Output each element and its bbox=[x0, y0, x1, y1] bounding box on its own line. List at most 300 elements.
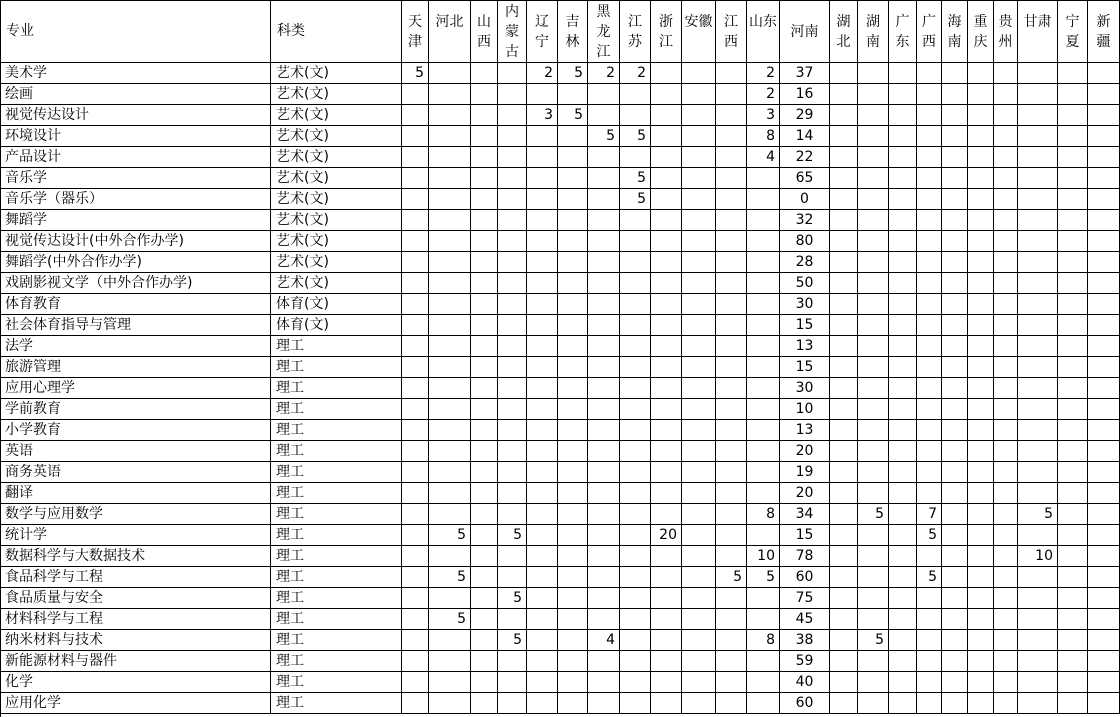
quota-cell bbox=[994, 546, 1018, 567]
row-major: 统计学 bbox=[0, 525, 271, 546]
quota-cell bbox=[682, 567, 716, 588]
quota-cell bbox=[917, 462, 942, 483]
quota-cell bbox=[858, 294, 889, 315]
quota-cell: 10 bbox=[747, 546, 780, 567]
quota-cell bbox=[858, 462, 889, 483]
quota-cell bbox=[942, 609, 968, 630]
quota-cell bbox=[498, 357, 527, 378]
quota-cell bbox=[527, 420, 558, 441]
quota-cell bbox=[558, 189, 588, 210]
quota-cell bbox=[402, 378, 429, 399]
quota-cell bbox=[402, 693, 429, 714]
quota-cell bbox=[429, 315, 471, 336]
quota-cell bbox=[858, 420, 889, 441]
quota-cell: 13 bbox=[780, 336, 830, 357]
quota-cell bbox=[1058, 273, 1088, 294]
quota-cell bbox=[1058, 147, 1088, 168]
quota-cell bbox=[917, 252, 942, 273]
quota-cell: 5 bbox=[558, 105, 588, 126]
quota-cell bbox=[527, 147, 558, 168]
quota-cell bbox=[830, 84, 858, 105]
row-major: 材料科学与工程 bbox=[0, 609, 271, 630]
quota-cell bbox=[527, 483, 558, 504]
quota-cell bbox=[968, 126, 994, 147]
quota-cell bbox=[889, 672, 917, 693]
quota-cell bbox=[682, 672, 716, 693]
quota-cell bbox=[471, 399, 498, 420]
quota-cell bbox=[942, 567, 968, 588]
quota-cell bbox=[429, 693, 471, 714]
quota-cell bbox=[994, 651, 1018, 672]
quota-cell: 28 bbox=[780, 252, 830, 273]
quota-cell bbox=[830, 567, 858, 588]
quota-cell bbox=[558, 420, 588, 441]
quota-cell bbox=[1088, 84, 1120, 105]
column-header-province: 安徽 bbox=[682, 0, 716, 63]
quota-cell bbox=[1088, 567, 1120, 588]
column-header-province: 湖南 bbox=[858, 0, 889, 63]
quota-cell bbox=[968, 399, 994, 420]
row-category: 艺术(文) bbox=[271, 126, 402, 147]
row-category: 理工 bbox=[271, 651, 402, 672]
quota-cell bbox=[498, 63, 527, 84]
quota-cell bbox=[471, 126, 498, 147]
quota-cell: 5 bbox=[917, 525, 942, 546]
quota-cell bbox=[968, 168, 994, 189]
quota-cell bbox=[994, 273, 1018, 294]
quota-cell bbox=[588, 210, 620, 231]
quota-cell bbox=[1058, 378, 1088, 399]
quota-cell bbox=[498, 546, 527, 567]
quota-cell bbox=[498, 420, 527, 441]
row-major: 应用心理学 bbox=[0, 378, 271, 399]
quota-cell bbox=[588, 609, 620, 630]
quota-cell bbox=[498, 441, 527, 462]
quota-cell bbox=[830, 693, 858, 714]
quota-cell bbox=[889, 210, 917, 231]
quota-cell bbox=[402, 168, 429, 189]
quota-cell: 20 bbox=[780, 483, 830, 504]
quota-cell bbox=[830, 168, 858, 189]
quota-cell bbox=[1058, 420, 1088, 441]
quota-cell bbox=[889, 420, 917, 441]
quota-cell bbox=[889, 441, 917, 462]
quota-cell: 5 bbox=[858, 504, 889, 525]
quota-cell bbox=[994, 567, 1018, 588]
quota-cell bbox=[889, 189, 917, 210]
quota-cell bbox=[471, 357, 498, 378]
quota-cell bbox=[588, 147, 620, 168]
quota-cell bbox=[402, 483, 429, 504]
table-left-border bbox=[0, 0, 1, 717]
quota-cell bbox=[716, 315, 747, 336]
quota-cell: 5 bbox=[620, 168, 651, 189]
quota-cell bbox=[620, 609, 651, 630]
row-category: 理工 bbox=[271, 693, 402, 714]
quota-cell bbox=[402, 672, 429, 693]
quota-cell bbox=[858, 399, 889, 420]
quota-cell: 3 bbox=[527, 105, 558, 126]
quota-cell bbox=[558, 441, 588, 462]
quota-cell bbox=[830, 504, 858, 525]
quota-cell: 20 bbox=[780, 441, 830, 462]
quota-cell bbox=[402, 630, 429, 651]
quota-cell bbox=[917, 378, 942, 399]
quota-cell bbox=[1088, 357, 1120, 378]
quota-cell bbox=[716, 462, 747, 483]
quota-cell bbox=[558, 483, 588, 504]
quota-cell bbox=[682, 651, 716, 672]
quota-cell bbox=[429, 630, 471, 651]
quota-cell bbox=[682, 168, 716, 189]
column-header-province: 贵州 bbox=[994, 0, 1018, 63]
quota-cell bbox=[558, 567, 588, 588]
quota-cell bbox=[1088, 630, 1120, 651]
quota-cell bbox=[716, 126, 747, 147]
quota-cell bbox=[402, 273, 429, 294]
quota-cell: 32 bbox=[780, 210, 830, 231]
quota-cell bbox=[747, 525, 780, 546]
quota-cell: 2 bbox=[527, 63, 558, 84]
column-header-province: 辽宁 bbox=[527, 0, 558, 63]
quota-cell: 45 bbox=[780, 609, 830, 630]
quota-cell bbox=[498, 651, 527, 672]
quota-cell bbox=[830, 294, 858, 315]
column-header-province: 吉林 bbox=[558, 0, 588, 63]
quota-cell bbox=[1058, 210, 1088, 231]
quota-cell bbox=[889, 567, 917, 588]
quota-cell bbox=[1058, 504, 1088, 525]
quota-cell bbox=[558, 462, 588, 483]
quota-cell bbox=[942, 630, 968, 651]
quota-cell bbox=[620, 672, 651, 693]
quota-cell bbox=[651, 462, 682, 483]
quota-cell bbox=[889, 378, 917, 399]
quota-cell: 34 bbox=[780, 504, 830, 525]
quota-cell: 7 bbox=[917, 504, 942, 525]
quota-cell bbox=[588, 357, 620, 378]
quota-cell bbox=[471, 294, 498, 315]
quota-cell bbox=[747, 231, 780, 252]
quota-cell bbox=[558, 399, 588, 420]
quota-cell bbox=[1018, 126, 1058, 147]
quota-cell bbox=[830, 546, 858, 567]
quota-cell bbox=[889, 168, 917, 189]
quota-cell bbox=[429, 273, 471, 294]
quota-cell bbox=[498, 567, 527, 588]
quota-cell bbox=[527, 336, 558, 357]
quota-cell bbox=[1058, 672, 1088, 693]
quota-cell bbox=[716, 63, 747, 84]
quota-cell bbox=[588, 693, 620, 714]
quota-cell bbox=[429, 126, 471, 147]
quota-cell: 5 bbox=[858, 630, 889, 651]
quota-cell bbox=[994, 210, 1018, 231]
quota-cell bbox=[1088, 378, 1120, 399]
quota-cell bbox=[1058, 483, 1088, 504]
quota-cell bbox=[651, 84, 682, 105]
quota-cell bbox=[588, 399, 620, 420]
row-category: 理工 bbox=[271, 630, 402, 651]
quota-cell bbox=[889, 63, 917, 84]
quota-cell bbox=[716, 588, 747, 609]
quota-cell bbox=[917, 84, 942, 105]
quota-cell bbox=[682, 693, 716, 714]
quota-cell bbox=[558, 336, 588, 357]
quota-cell bbox=[942, 147, 968, 168]
column-header-province: 新疆 bbox=[1088, 0, 1120, 63]
quota-cell bbox=[917, 147, 942, 168]
row-category: 艺术(文) bbox=[271, 210, 402, 231]
quota-cell bbox=[1058, 126, 1088, 147]
quota-cell bbox=[527, 651, 558, 672]
quota-cell: 40 bbox=[780, 672, 830, 693]
quota-cell bbox=[917, 357, 942, 378]
quota-cell bbox=[716, 546, 747, 567]
quota-cell bbox=[942, 399, 968, 420]
quota-cell bbox=[651, 693, 682, 714]
quota-cell bbox=[830, 483, 858, 504]
quota-cell: 5 bbox=[498, 525, 527, 546]
quota-cell bbox=[942, 651, 968, 672]
quota-cell bbox=[651, 609, 682, 630]
quota-cell bbox=[1088, 483, 1120, 504]
quota-cell bbox=[994, 483, 1018, 504]
quota-cell bbox=[858, 546, 889, 567]
row-major: 化学 bbox=[0, 672, 271, 693]
quota-cell bbox=[558, 273, 588, 294]
quota-cell bbox=[498, 483, 527, 504]
quota-cell bbox=[651, 651, 682, 672]
quota-cell bbox=[747, 357, 780, 378]
quota-cell bbox=[968, 630, 994, 651]
quota-cell bbox=[830, 420, 858, 441]
quota-cell bbox=[747, 441, 780, 462]
quota-cell bbox=[716, 147, 747, 168]
quota-cell: 8 bbox=[747, 126, 780, 147]
quota-cell bbox=[498, 210, 527, 231]
quota-cell bbox=[917, 336, 942, 357]
quota-cell bbox=[858, 63, 889, 84]
quota-cell bbox=[1018, 693, 1058, 714]
quota-cell bbox=[1018, 189, 1058, 210]
row-category: 理工 bbox=[271, 357, 402, 378]
quota-cell bbox=[588, 168, 620, 189]
quota-cell bbox=[588, 420, 620, 441]
quota-cell bbox=[620, 651, 651, 672]
quota-cell bbox=[968, 672, 994, 693]
quota-cell bbox=[558, 210, 588, 231]
quota-cell bbox=[429, 147, 471, 168]
row-category: 艺术(文) bbox=[271, 147, 402, 168]
row-category: 理工 bbox=[271, 672, 402, 693]
row-major: 新能源材料与器件 bbox=[0, 651, 271, 672]
quota-cell bbox=[968, 84, 994, 105]
quota-cell bbox=[588, 231, 620, 252]
row-category: 艺术(文) bbox=[271, 168, 402, 189]
quota-cell bbox=[620, 483, 651, 504]
quota-cell bbox=[429, 672, 471, 693]
quota-cell bbox=[429, 588, 471, 609]
quota-cell bbox=[917, 441, 942, 462]
quota-cell bbox=[498, 168, 527, 189]
quota-cell bbox=[942, 294, 968, 315]
quota-cell bbox=[942, 105, 968, 126]
quota-cell bbox=[917, 546, 942, 567]
row-major: 食品科学与工程 bbox=[0, 567, 271, 588]
quota-cell bbox=[402, 420, 429, 441]
quota-cell bbox=[747, 462, 780, 483]
quota-cell bbox=[858, 252, 889, 273]
quota-cell bbox=[747, 672, 780, 693]
quota-cell bbox=[716, 210, 747, 231]
quota-cell bbox=[716, 441, 747, 462]
column-header-category: 科类 bbox=[271, 0, 402, 63]
quota-cell bbox=[830, 441, 858, 462]
quota-cell bbox=[429, 504, 471, 525]
column-header-province: 天津 bbox=[402, 0, 429, 63]
quota-cell bbox=[588, 546, 620, 567]
quota-cell bbox=[858, 588, 889, 609]
quota-cell bbox=[402, 525, 429, 546]
quota-cell bbox=[620, 420, 651, 441]
quota-cell bbox=[682, 357, 716, 378]
quota-cell bbox=[1058, 651, 1088, 672]
quota-cell bbox=[682, 336, 716, 357]
quota-cell bbox=[1088, 441, 1120, 462]
column-header-major: 专业 bbox=[0, 0, 271, 63]
quota-cell bbox=[651, 588, 682, 609]
quota-cell bbox=[588, 189, 620, 210]
quota-cell bbox=[994, 189, 1018, 210]
quota-cell bbox=[1018, 525, 1058, 546]
quota-cell bbox=[1018, 315, 1058, 336]
quota-cell bbox=[1058, 63, 1088, 84]
row-category: 艺术(文) bbox=[271, 252, 402, 273]
row-major: 纳米材料与技术 bbox=[0, 630, 271, 651]
quota-cell bbox=[498, 504, 527, 525]
quota-cell bbox=[858, 147, 889, 168]
quota-cell bbox=[429, 420, 471, 441]
row-category: 艺术(文) bbox=[271, 63, 402, 84]
quota-cell bbox=[889, 609, 917, 630]
quota-cell bbox=[917, 672, 942, 693]
row-major: 舞蹈学 bbox=[0, 210, 271, 231]
row-category: 理工 bbox=[271, 336, 402, 357]
quota-cell bbox=[830, 588, 858, 609]
quota-cell bbox=[830, 609, 858, 630]
quota-cell bbox=[1018, 441, 1058, 462]
quota-cell bbox=[429, 441, 471, 462]
quota-cell: 15 bbox=[780, 525, 830, 546]
quota-cell bbox=[1058, 105, 1088, 126]
quota-cell bbox=[620, 231, 651, 252]
quota-cell bbox=[1018, 609, 1058, 630]
quota-cell bbox=[682, 126, 716, 147]
quota-cell bbox=[747, 420, 780, 441]
quota-cell bbox=[716, 336, 747, 357]
quota-cell bbox=[994, 630, 1018, 651]
quota-cell bbox=[830, 126, 858, 147]
quota-cell bbox=[968, 462, 994, 483]
quota-cell bbox=[858, 525, 889, 546]
quota-cell bbox=[994, 420, 1018, 441]
quota-cell bbox=[498, 336, 527, 357]
quota-cell bbox=[858, 168, 889, 189]
quota-cell bbox=[942, 504, 968, 525]
quota-cell bbox=[402, 651, 429, 672]
quota-cell bbox=[968, 525, 994, 546]
quota-cell bbox=[858, 693, 889, 714]
quota-cell bbox=[994, 357, 1018, 378]
quota-cell bbox=[1018, 420, 1058, 441]
quota-cell: 5 bbox=[917, 567, 942, 588]
quota-cell bbox=[558, 84, 588, 105]
quota-cell bbox=[471, 105, 498, 126]
quota-cell bbox=[498, 84, 527, 105]
quota-cell bbox=[471, 546, 498, 567]
quota-cell bbox=[429, 231, 471, 252]
quota-cell bbox=[830, 378, 858, 399]
quota-cell: 30 bbox=[780, 378, 830, 399]
quota-cell bbox=[558, 168, 588, 189]
quota-cell bbox=[858, 84, 889, 105]
quota-cell bbox=[747, 609, 780, 630]
quota-cell bbox=[747, 315, 780, 336]
quota-cell bbox=[716, 525, 747, 546]
quota-cell bbox=[942, 525, 968, 546]
quota-cell bbox=[1058, 441, 1088, 462]
quota-cell bbox=[747, 651, 780, 672]
quota-cell: 4 bbox=[588, 630, 620, 651]
quota-cell bbox=[716, 693, 747, 714]
quota-cell bbox=[498, 189, 527, 210]
quota-cell bbox=[858, 357, 889, 378]
row-major: 数据科学与大数据技术 bbox=[0, 546, 271, 567]
quota-cell bbox=[830, 147, 858, 168]
quota-cell bbox=[527, 231, 558, 252]
quota-cell: 5 bbox=[429, 567, 471, 588]
quota-cell bbox=[402, 210, 429, 231]
row-major: 旅游管理 bbox=[0, 357, 271, 378]
quota-cell bbox=[620, 84, 651, 105]
quota-cell bbox=[747, 210, 780, 231]
quota-cell bbox=[716, 378, 747, 399]
quota-cell bbox=[917, 105, 942, 126]
quota-cell: 15 bbox=[780, 357, 830, 378]
quota-cell: 8 bbox=[747, 630, 780, 651]
quota-cell bbox=[620, 588, 651, 609]
quota-cell bbox=[651, 63, 682, 84]
quota-cell: 5 bbox=[620, 126, 651, 147]
row-major: 应用化学 bbox=[0, 693, 271, 714]
quota-cell bbox=[429, 252, 471, 273]
quota-cell bbox=[402, 336, 429, 357]
quota-cell bbox=[498, 252, 527, 273]
quota-cell bbox=[942, 84, 968, 105]
quota-cell bbox=[942, 588, 968, 609]
quota-cell bbox=[471, 693, 498, 714]
quota-cell: 78 bbox=[780, 546, 830, 567]
quota-cell bbox=[716, 273, 747, 294]
quota-cell bbox=[889, 483, 917, 504]
column-header-province: 宁夏 bbox=[1058, 0, 1088, 63]
quota-cell: 0 bbox=[780, 189, 830, 210]
quota-cell bbox=[588, 273, 620, 294]
quota-cell bbox=[498, 672, 527, 693]
quota-cell bbox=[917, 420, 942, 441]
quota-cell bbox=[716, 483, 747, 504]
